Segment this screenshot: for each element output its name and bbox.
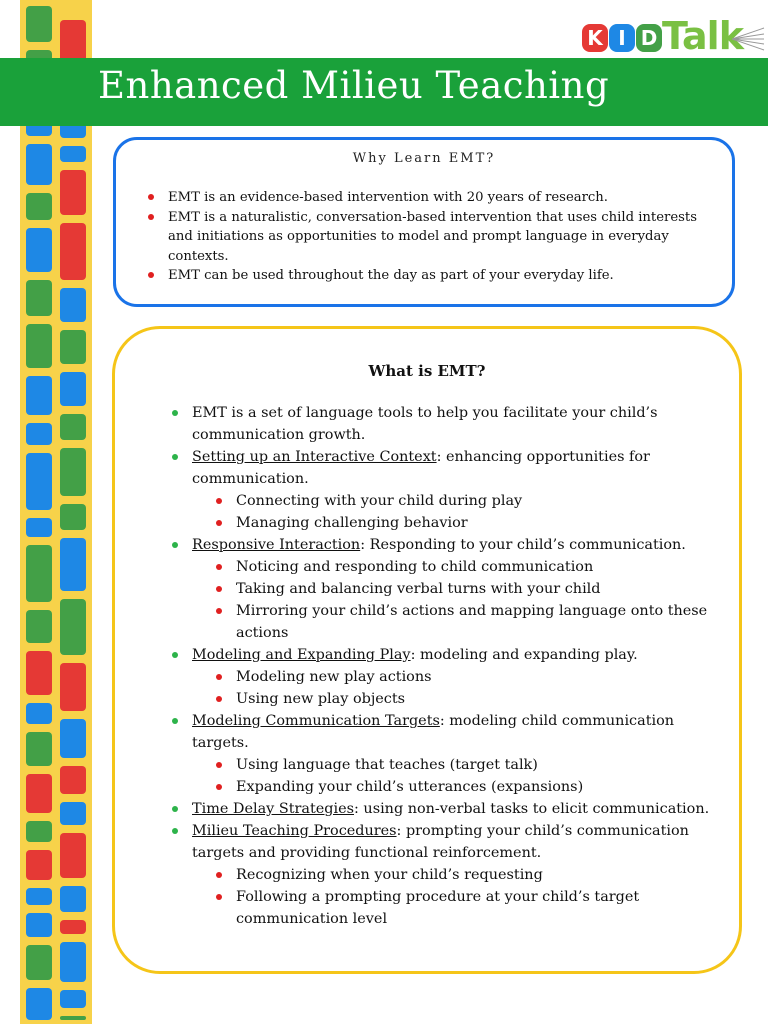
logo-letter-d: D: [636, 24, 662, 52]
sub-item-text: Using language that teaches (target talk): [236, 757, 538, 773]
sub-item: [214, 600, 710, 644]
stripe-block: [26, 913, 52, 937]
bullet-dot-icon: [172, 454, 178, 460]
sub-item: [214, 512, 710, 534]
why-bullet-text: EMT can be used throughout the day as part of your everyday life.: [168, 268, 614, 283]
bullet-dot-icon: [148, 272, 154, 278]
bullet-dot-icon: [216, 674, 222, 680]
stripe-block: [60, 146, 86, 162]
what-emt-list: [170, 402, 710, 930]
what-emt-heading: What is EMT?: [368, 362, 486, 380]
stripe-block: [60, 920, 86, 934]
what-item-text: : prompting your child’s communication targets and providing functional reinforcement.: [192, 823, 689, 861]
what-item-term: Milieu Teaching Procedures: [192, 823, 397, 839]
why-emt-box: [113, 137, 735, 307]
what-item-term: Modeling and Expanding Play: [192, 647, 411, 663]
stripe-block: [60, 766, 86, 794]
what-item: [170, 644, 710, 710]
bullet-dot-icon: [148, 194, 154, 200]
what-item: [170, 820, 710, 930]
bullet-dot-icon: [172, 652, 178, 658]
stripe-block: [26, 144, 52, 185]
sub-item-text: Managing challenging behavior: [236, 515, 468, 531]
bullet-dot-icon: [216, 762, 222, 768]
stripe-block: [60, 1016, 86, 1020]
sub-item-text: Expanding your child’s utterances (expansions): [236, 779, 584, 795]
logo-talk: Talk: [662, 14, 743, 58]
sub-item-text: Mirroring your child’s actions and mapping language onto these actions: [236, 603, 708, 641]
bullet-dot-icon: [148, 214, 154, 220]
stripe-block: [60, 414, 86, 440]
what-item-term: Responsive Interaction: [192, 537, 361, 553]
sub-item-text: Following a prompting procedure at your child’s target communication level: [236, 889, 640, 927]
sub-item: [214, 776, 710, 798]
stripe-block: [60, 372, 86, 406]
bullet-dot-icon: [216, 608, 222, 614]
what-item: [170, 798, 710, 820]
why-bullet: [146, 208, 716, 267]
bullet-dot-icon: [172, 806, 178, 812]
stripe-block: [60, 504, 86, 530]
stripe-block: [60, 663, 86, 711]
what-item: [170, 446, 710, 534]
what-item-term: Time Delay Strategies: [192, 801, 354, 817]
what-emt-box: [112, 326, 742, 974]
stripe-block: [60, 942, 86, 982]
sub-item: [214, 864, 710, 886]
stripe-block: [60, 990, 86, 1008]
decorative-stripe: [20, 0, 92, 1024]
bullet-dot-icon: [216, 498, 222, 504]
what-item-text: : Responding to your child’s communication.: [360, 537, 686, 553]
stripe-block: [26, 6, 52, 42]
stripe-block: [60, 719, 86, 758]
stripe-block: [60, 833, 86, 878]
stripe-block: [26, 228, 52, 272]
bullet-dot-icon: [216, 520, 222, 526]
stripe-block: [60, 223, 86, 280]
stripe-block: [26, 888, 52, 905]
why-bullet: [146, 266, 716, 286]
sub-item: [214, 754, 710, 776]
bullet-dot-icon: [216, 564, 222, 570]
what-item-term: Setting up an Interactive Context: [192, 449, 437, 465]
sub-item: [214, 666, 710, 688]
what-item-text: : modeling child communication targets.: [192, 713, 675, 751]
stripe-block: [26, 821, 52, 842]
why-bullet-text: EMT is an evidence-based intervention with 20 years of research.: [168, 190, 608, 205]
kidtalk-logo: [582, 14, 768, 58]
sub-list: [214, 864, 710, 930]
stripe-block: [26, 703, 52, 724]
logo-letter-i: I: [609, 24, 635, 52]
sub-item-text: Using new play objects: [236, 691, 406, 707]
sub-list: [214, 490, 710, 534]
stripe-block: [26, 850, 52, 880]
what-item-text: : enhancing opportunities for communication.: [192, 449, 650, 487]
stripe-block: [26, 945, 52, 980]
what-item: [170, 402, 710, 446]
sub-list: [214, 754, 710, 798]
bullet-dot-icon: [216, 894, 222, 900]
sub-item-text: Recognizing when your child’s requesting: [236, 867, 543, 883]
stripe-block: [26, 376, 52, 415]
bullet-dot-icon: [172, 542, 178, 548]
why-bullet: [146, 188, 716, 208]
sub-item-text: Taking and balancing verbal turns with your child: [236, 581, 601, 597]
stripe-block: [26, 324, 52, 368]
stripe-block: [60, 538, 86, 591]
speech-lines-icon: [732, 26, 766, 52]
what-item-term: Modeling Communication Targets: [192, 713, 440, 729]
stripe-block: [26, 774, 52, 813]
why-emt-heading: Why Learn EMT?: [352, 151, 496, 166]
sub-item-text: Modeling new play actions: [236, 669, 432, 685]
stripe-block: [60, 802, 86, 825]
what-item-text: EMT is a set of language tools to help you facilitate your child’s communication growth.: [192, 405, 658, 443]
bullet-dot-icon: [172, 718, 178, 724]
stripe-block: [26, 280, 52, 316]
sub-item: [214, 688, 710, 710]
sub-item: [214, 578, 710, 600]
what-item-text: : using non-verbal tasks to elicit communication.: [354, 801, 710, 817]
stripe-block: [60, 886, 86, 912]
why-emt-list: [146, 188, 716, 286]
stripe-block: [26, 732, 52, 766]
stripe-block: [26, 453, 52, 510]
stripe-block: [26, 423, 52, 445]
page-title: Enhanced Milieu Teaching: [98, 64, 610, 107]
what-item: [170, 534, 710, 644]
bullet-dot-icon: [216, 586, 222, 592]
sub-item: [214, 556, 710, 578]
bullet-dot-icon: [172, 828, 178, 834]
bullet-dot-icon: [216, 784, 222, 790]
sub-item-text: Noticing and responding to child communication: [236, 559, 594, 575]
stripe-block: [26, 545, 52, 602]
sub-item-text: Connecting with your child during play: [236, 493, 523, 509]
stripe-block: [26, 518, 52, 537]
sub-list: [214, 556, 710, 644]
stripe-block: [60, 330, 86, 364]
bullet-dot-icon: [172, 410, 178, 416]
stripe-block: [60, 170, 86, 215]
sub-list: [214, 666, 710, 710]
stripe-block: [26, 651, 52, 695]
stripe-block: [26, 193, 52, 220]
sub-item: [214, 490, 710, 512]
stripe-block: [26, 988, 52, 1020]
what-item-text: : modeling and expanding play.: [410, 647, 638, 663]
stripe-block: [60, 599, 86, 655]
stripe-block: [26, 610, 52, 643]
bullet-dot-icon: [216, 872, 222, 878]
stripe-block: [60, 448, 86, 496]
why-bullet-text: EMT is a naturalistic, conversation-based intervention that uses child interests and initiations as opportunities to model and prompt language in everyday contexts.: [168, 209, 697, 264]
sub-item: [214, 886, 710, 930]
stripe-block: [60, 288, 86, 322]
what-item: [170, 710, 710, 798]
logo-letter-k: K: [582, 24, 608, 52]
bullet-dot-icon: [216, 696, 222, 702]
